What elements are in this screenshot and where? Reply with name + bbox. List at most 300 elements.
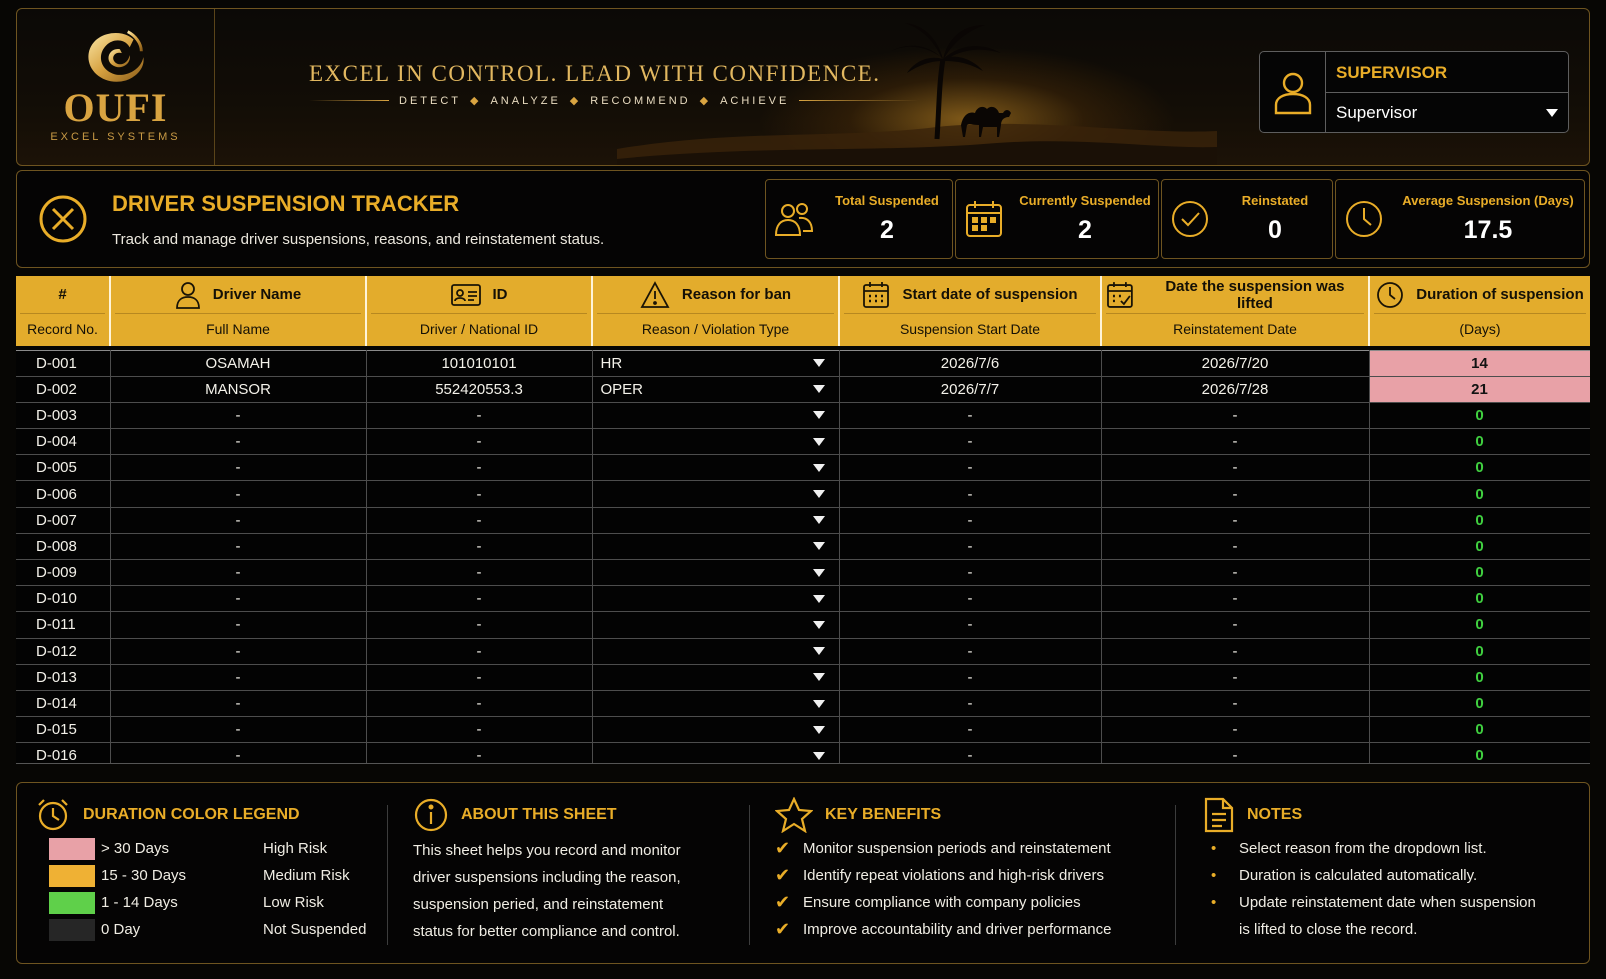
reason-select[interactable] [592, 717, 839, 743]
chevron-down-icon[interactable] [813, 569, 825, 577]
driver-id-cell[interactable] [366, 690, 592, 716]
duration-cell-value: 0 [1475, 537, 1484, 555]
start-date-cell-value: - [967, 695, 973, 713]
reinstatement-date-cell[interactable] [1101, 429, 1369, 455]
legend-item [35, 835, 375, 862]
reinstatement-date-cell[interactable] [1101, 376, 1369, 402]
duration-cell-value: 0 [1475, 459, 1484, 477]
record-no-cell [16, 376, 110, 402]
benefits-heading: KEY BENEFITS [825, 806, 942, 823]
column-title: Date the suspension was lifted [1165, 277, 1345, 312]
reinstatement-date-cell-value: - [1232, 459, 1238, 477]
column-header-driver-name [110, 276, 366, 346]
reinstatement-date-cell-value: - [1232, 406, 1238, 424]
legend-risk: Not Suspended [263, 921, 367, 938]
chevron-down-icon[interactable] [813, 595, 825, 603]
chevron-down-icon[interactable] [813, 438, 825, 446]
kpi-label: Currently Suspended [1019, 193, 1151, 208]
kpi-label: Reinstated [1241, 193, 1309, 208]
driver-name-cell[interactable] [110, 455, 366, 481]
table-row [16, 664, 1590, 690]
start-date-cell[interactable] [839, 690, 1101, 716]
step-recommend: RECOMMEND [590, 94, 691, 107]
driver-name-cell[interactable] [110, 664, 366, 690]
table-row [16, 638, 1590, 664]
column-header-reason [592, 276, 839, 346]
driver-name-cell[interactable] [110, 429, 366, 455]
column-title: ID [492, 286, 508, 303]
record-no-cell [16, 717, 110, 743]
driver-name-cell-value: - [235, 668, 241, 686]
driver-name-cell-value: - [235, 747, 241, 764]
reason-select[interactable] [592, 586, 839, 612]
chevron-down-icon[interactable] [813, 542, 825, 550]
benefit-item [775, 835, 1155, 862]
page-subtitle: Track and manage driver suspensions, reasons, and reinstatement status. [112, 231, 605, 248]
reinstatement-date-cell[interactable] [1101, 481, 1369, 507]
record-no-cell-value: D-013 [36, 668, 77, 686]
table-row [16, 743, 1590, 764]
chevron-down-icon[interactable] [813, 700, 825, 708]
driver-name-cell-value: - [235, 616, 241, 634]
chevron-down-icon[interactable] [813, 359, 825, 367]
record-no-cell-value: D-010 [36, 590, 77, 608]
tagline: EXCEL IN CONTROL. LEAD WITH CONFIDENCE. [309, 61, 881, 86]
driver-id-cell[interactable] [366, 533, 592, 559]
record-no-cell [16, 481, 110, 507]
driver-name-cell-value: - [235, 590, 241, 608]
note-text: Duration is calculated automatically. [1239, 867, 1478, 884]
record-no-cell [16, 743, 110, 764]
record-no-cell [16, 455, 110, 481]
record-no-cell [16, 350, 110, 376]
about-line: status for better compliance and control. [413, 923, 680, 940]
driver-id-cell[interactable] [366, 612, 592, 638]
benefit-item [775, 916, 1155, 943]
driver-name-cell[interactable] [110, 690, 366, 716]
start-date-cell[interactable] [839, 717, 1101, 743]
driver-id-cell-value: 552420553.3 [435, 380, 523, 398]
reason-select[interactable] [592, 429, 839, 455]
start-date-cell[interactable] [839, 560, 1101, 586]
column-subtitle: Full Name [206, 321, 270, 337]
note-item: • Duration is calculated automatically. [1203, 862, 1573, 889]
start-date-cell[interactable] [839, 533, 1101, 559]
reason-select-value: HR [600, 354, 623, 372]
reinstatement-date-cell-value: - [1232, 433, 1238, 451]
driver-id-cell[interactable] [366, 717, 592, 743]
note-text: Update reinstatement date when suspension [1239, 894, 1536, 911]
start-date-cell-value: - [967, 747, 973, 764]
reinstatement-date-cell[interactable] [1101, 402, 1369, 428]
start-date-cell-value: - [967, 590, 973, 608]
ban-circle-icon [37, 193, 89, 245]
legend-risk: High Risk [263, 840, 328, 857]
legend-section [35, 795, 375, 951]
duration-cell [1369, 717, 1590, 743]
reinstatement-date-cell-value: - [1232, 668, 1238, 686]
table-row [16, 350, 1590, 376]
duration-cell [1369, 481, 1590, 507]
driver-id-cell[interactable] [366, 560, 592, 586]
reinstatement-date-cell-value: - [1232, 537, 1238, 555]
logo [17, 9, 215, 165]
driver-name-cell-value: - [235, 537, 241, 555]
start-date-cell[interactable] [839, 350, 1101, 376]
driver-id-cell-value: - [476, 695, 482, 713]
record-no-cell-value: D-014 [36, 695, 77, 713]
record-no-cell-value: D-016 [36, 747, 77, 764]
driver-id-cell[interactable] [366, 638, 592, 664]
column-header-duration [1369, 276, 1590, 346]
driver-name-cell[interactable] [110, 638, 366, 664]
table-row [16, 507, 1590, 533]
duration-cell [1369, 560, 1590, 586]
column-header-id [366, 276, 592, 346]
kpi-value: 17.5 [1463, 216, 1513, 244]
info-panel [16, 782, 1590, 964]
record-no-cell-value: D-008 [36, 537, 77, 555]
start-date-cell[interactable] [839, 612, 1101, 638]
reinstatement-date-cell[interactable] [1101, 350, 1369, 376]
column-title: Start date of suspension [902, 286, 1078, 303]
duration-cell [1369, 533, 1590, 559]
driver-name-cell-value: - [235, 485, 241, 503]
reinstatement-date-cell[interactable] [1101, 664, 1369, 690]
reason-select[interactable] [592, 664, 839, 690]
start-date-cell[interactable] [839, 455, 1101, 481]
driver-name-cell[interactable] [110, 743, 366, 764]
reason-select[interactable] [592, 743, 839, 764]
chevron-down-icon[interactable] [813, 516, 825, 524]
kpi-label: Average Suspension (Days) [1402, 193, 1574, 208]
driver-name-cell-value: - [235, 406, 241, 424]
duration-cell [1369, 690, 1590, 716]
reason-select[interactable] [592, 612, 839, 638]
driver-name-cell[interactable] [110, 481, 366, 507]
record-no-cell-value: D-015 [36, 721, 77, 739]
driver-name-cell-value: - [235, 642, 241, 660]
reinstatement-date-cell[interactable] [1101, 690, 1369, 716]
reason-select[interactable] [592, 481, 839, 507]
reinstatement-date-cell[interactable] [1101, 586, 1369, 612]
column-subtitle: Reason / Violation Type [641, 321, 790, 337]
kpi-strip [765, 179, 1587, 259]
duration-cell-value: 0 [1475, 616, 1484, 634]
record-no-cell [16, 664, 110, 690]
title-bar [16, 170, 1590, 268]
suspension-table [16, 276, 1590, 764]
benefit-text: Ensure compliance with company policies [803, 894, 1081, 911]
about-text [413, 837, 713, 945]
driver-id-cell-value: - [476, 537, 482, 555]
reason-select[interactable] [592, 560, 839, 586]
driver-id-cell[interactable] [366, 586, 592, 612]
reason-select[interactable] [592, 402, 839, 428]
notes-heading: NOTES [1247, 806, 1303, 823]
column-header-record [16, 276, 110, 346]
record-no-cell-value: D-011 [36, 616, 76, 634]
kpi-value: 2 [1078, 216, 1092, 244]
chevron-down-icon[interactable] [813, 490, 825, 498]
start-date-cell[interactable] [839, 743, 1101, 764]
reinstatement-date-cell[interactable] [1101, 638, 1369, 664]
warning-icon [640, 281, 670, 309]
user-icon [1260, 52, 1326, 132]
start-date-cell-value: - [967, 564, 973, 582]
chevron-down-icon[interactable] [813, 647, 825, 655]
reason-select[interactable] [592, 350, 839, 376]
notes-section [1203, 795, 1573, 951]
supervisor-value: Supervisor [1336, 102, 1418, 122]
table-row [16, 376, 1590, 402]
record-no-cell [16, 402, 110, 428]
benefit-text: Monitor suspension periods and reinstatement [803, 840, 1111, 857]
duration-cell [1369, 507, 1590, 533]
duration-cell-value: 0 [1475, 406, 1484, 424]
legend-risk: Medium Risk [263, 867, 350, 884]
driver-id-cell[interactable] [366, 350, 592, 376]
driver-id-cell-value: - [476, 747, 482, 764]
note-text: is lifted to close the record. [1239, 921, 1418, 938]
kpi-label: Total Suspended [835, 193, 939, 208]
duration-cell [1369, 376, 1590, 402]
reason-select[interactable] [592, 376, 839, 402]
start-date-cell[interactable] [839, 376, 1101, 402]
chevron-down-icon[interactable] [813, 673, 825, 681]
driver-id-cell[interactable] [366, 429, 592, 455]
column-subtitle: Driver / National ID [419, 321, 539, 337]
driver-name-cell[interactable] [110, 612, 366, 638]
duration-cell-value: 0 [1475, 721, 1484, 739]
start-date-cell-value: - [967, 537, 973, 555]
column-header-reinstatement-date [1101, 276, 1369, 346]
reinstatement-date-cell-value: - [1232, 747, 1238, 764]
driver-id-cell-value: - [476, 616, 482, 634]
start-date-cell-value: - [967, 433, 973, 451]
driver-id-cell[interactable] [366, 455, 592, 481]
kpi-average-suspension [1335, 179, 1585, 259]
legend-item [35, 916, 375, 943]
record-no-cell-value: D-007 [36, 511, 77, 529]
duration-cell-value: 0 [1475, 564, 1484, 582]
reinstatement-date-cell[interactable] [1101, 507, 1369, 533]
table-row [16, 690, 1590, 716]
logo-wordmark: OUFI [63, 85, 168, 130]
duration-cell-value: 0 [1475, 485, 1484, 503]
driver-id-cell[interactable] [366, 402, 592, 428]
benefit-text: Improve accountability and driver performance [803, 921, 1112, 938]
record-no-cell [16, 507, 110, 533]
reinstatement-date-cell-value: - [1232, 485, 1238, 503]
duration-cell-value: 21 [1471, 380, 1488, 398]
benefit-item [775, 862, 1155, 889]
column-subtitle: Record No. [27, 321, 98, 337]
legend-swatch [49, 838, 95, 860]
star-icon [775, 797, 813, 833]
reason-select[interactable] [592, 507, 839, 533]
table-row [16, 402, 1590, 428]
chevron-down-icon[interactable] [1546, 109, 1558, 117]
duration-cell-value: 0 [1475, 642, 1484, 660]
start-date-cell-value: 2026/7/6 [940, 354, 1000, 372]
table-row [16, 612, 1590, 638]
driver-name-cell[interactable] [110, 533, 366, 559]
users-icon [766, 199, 822, 239]
reason-select[interactable] [592, 638, 839, 664]
step-analyze: ANALYZE [490, 94, 561, 107]
start-date-cell-value: - [967, 642, 973, 660]
driver-name-cell-value: - [235, 459, 241, 477]
reinstatement-date-cell[interactable] [1101, 533, 1369, 559]
check-circle-icon [1162, 199, 1218, 239]
driver-id-cell[interactable] [366, 664, 592, 690]
start-date-cell[interactable] [839, 638, 1101, 664]
legend-swatch [49, 919, 95, 941]
record-no-cell-value: D-006 [36, 485, 77, 503]
kpi-currently-suspended [955, 179, 1159, 259]
driver-id-cell-value: - [476, 459, 482, 477]
start-date-cell[interactable] [839, 586, 1101, 612]
reason-select-value: OPER [600, 380, 644, 398]
id-card-icon [451, 283, 481, 307]
column-title: # [58, 286, 67, 303]
duration-cell-value: 0 [1475, 747, 1484, 764]
driver-name-cell[interactable] [110, 560, 366, 586]
start-date-cell[interactable] [839, 507, 1101, 533]
driver-name-cell-value: OSAMAH [205, 354, 271, 372]
note-item: • Update reinstatement date when suspension is lifted to close the record. [1211, 894, 1536, 938]
driver-name-cell[interactable] [110, 717, 366, 743]
column-title: Driver Name [212, 286, 302, 303]
page-title: DRIVER SUSPENSION TRACKER [112, 191, 460, 216]
clock-icon [1336, 199, 1392, 239]
column-subtitle: (Days) [1459, 321, 1501, 337]
legend-days: > 30 Days [101, 840, 169, 857]
chevron-down-icon[interactable] [813, 464, 825, 472]
reinstatement-date-cell-value: 2026/7/28 [1201, 380, 1269, 398]
kpi-value: 0 [1268, 216, 1282, 244]
driver-name-cell-value: MANSOR [205, 380, 271, 398]
supervisor-select[interactable] [1326, 93, 1568, 132]
driver-name-cell[interactable] [110, 350, 366, 376]
driver-name-cell[interactable] [110, 507, 366, 533]
driver-name-cell[interactable] [110, 586, 366, 612]
start-date-cell-value: - [967, 511, 973, 529]
chevron-down-icon[interactable] [813, 385, 825, 393]
kpi-reinstated [1161, 179, 1333, 259]
about-line: suspension peried, and reinstatement [413, 896, 664, 913]
info-icon [413, 797, 449, 833]
column-header-start-date [839, 276, 1101, 346]
duration-cell [1369, 402, 1590, 428]
table-row [16, 455, 1590, 481]
driver-name-cell[interactable] [110, 376, 366, 402]
legend-days: 0 Day [101, 921, 141, 938]
chevron-down-icon[interactable] [813, 411, 825, 419]
benefit-item [775, 889, 1155, 916]
legend-days: 15 - 30 Days [101, 867, 187, 884]
chevron-down-icon[interactable] [813, 621, 825, 629]
reinstatement-date-cell[interactable] [1101, 717, 1369, 743]
reinstatement-date-cell-value: - [1232, 642, 1238, 660]
legend-swatch [49, 892, 95, 914]
reinstatement-date-cell[interactable] [1101, 743, 1369, 764]
reason-select[interactable] [592, 533, 839, 559]
chevron-down-icon[interactable] [813, 726, 825, 734]
reinstatement-date-cell[interactable] [1101, 560, 1369, 586]
record-no-cell [16, 560, 110, 586]
driver-name-cell-value: - [235, 511, 241, 529]
driver-id-cell-value: - [476, 564, 482, 582]
duration-cell-value: 0 [1475, 695, 1484, 713]
step-detect: DETECT [399, 94, 461, 107]
chevron-down-icon[interactable] [813, 752, 825, 760]
start-date-cell[interactable] [839, 429, 1101, 455]
start-date-cell-value: - [967, 616, 973, 634]
checkmark-icon: ✔ [775, 865, 791, 885]
driver-name-cell-value: - [235, 564, 241, 582]
column-subtitle: Suspension Start Date [899, 321, 1041, 337]
driver-id-cell[interactable] [366, 743, 592, 764]
driver-id-cell-value: - [476, 721, 482, 739]
reason-select[interactable] [592, 690, 839, 716]
driver-id-cell-value: - [476, 406, 482, 424]
driver-id-cell-value: - [476, 485, 482, 503]
calendar-icon [862, 281, 890, 309]
start-date-cell-value: - [967, 459, 973, 477]
checkmark-icon: ✔ [775, 892, 791, 912]
benefits-section [775, 795, 1155, 951]
record-no-cell [16, 638, 110, 664]
legend-item [35, 862, 375, 889]
driver-id-cell[interactable] [366, 376, 592, 402]
checkmark-icon: ✔ [775, 838, 791, 858]
start-date-cell-value: - [967, 485, 973, 503]
record-no-cell [16, 690, 110, 716]
duration-cell-value: 0 [1475, 668, 1484, 686]
driver-id-cell[interactable] [366, 481, 592, 507]
reason-select[interactable] [592, 455, 839, 481]
about-section [413, 795, 713, 951]
duration-cell-value: 0 [1475, 511, 1484, 529]
user-icon [175, 281, 201, 309]
driver-id-cell-value: - [476, 511, 482, 529]
record-no-cell-value: D-003 [36, 406, 77, 424]
table-row [16, 586, 1590, 612]
driver-id-cell[interactable] [366, 507, 592, 533]
duration-cell [1369, 429, 1590, 455]
start-date-cell-value: 2026/7/7 [940, 380, 1000, 398]
start-date-cell[interactable] [839, 402, 1101, 428]
driver-name-cell-value: - [235, 721, 241, 739]
record-no-cell [16, 429, 110, 455]
start-date-cell[interactable] [839, 664, 1101, 690]
clock-icon [1376, 281, 1404, 309]
driver-name-cell-value: - [235, 695, 241, 713]
start-date-cell-value: - [967, 721, 973, 739]
driver-name-cell[interactable] [110, 402, 366, 428]
start-date-cell-value: - [967, 668, 973, 686]
driver-id-cell-value: - [476, 590, 482, 608]
kpi-total-suspended [765, 179, 953, 259]
reinstatement-date-cell[interactable] [1101, 612, 1369, 638]
reinstatement-date-cell[interactable] [1101, 455, 1369, 481]
start-date-cell[interactable] [839, 481, 1101, 507]
note-text: Select reason from the dropdown list. [1239, 840, 1487, 857]
column-subtitle: Reinstatement Date [1173, 321, 1297, 337]
about-line: driver suspensions including the reason, [413, 869, 681, 886]
